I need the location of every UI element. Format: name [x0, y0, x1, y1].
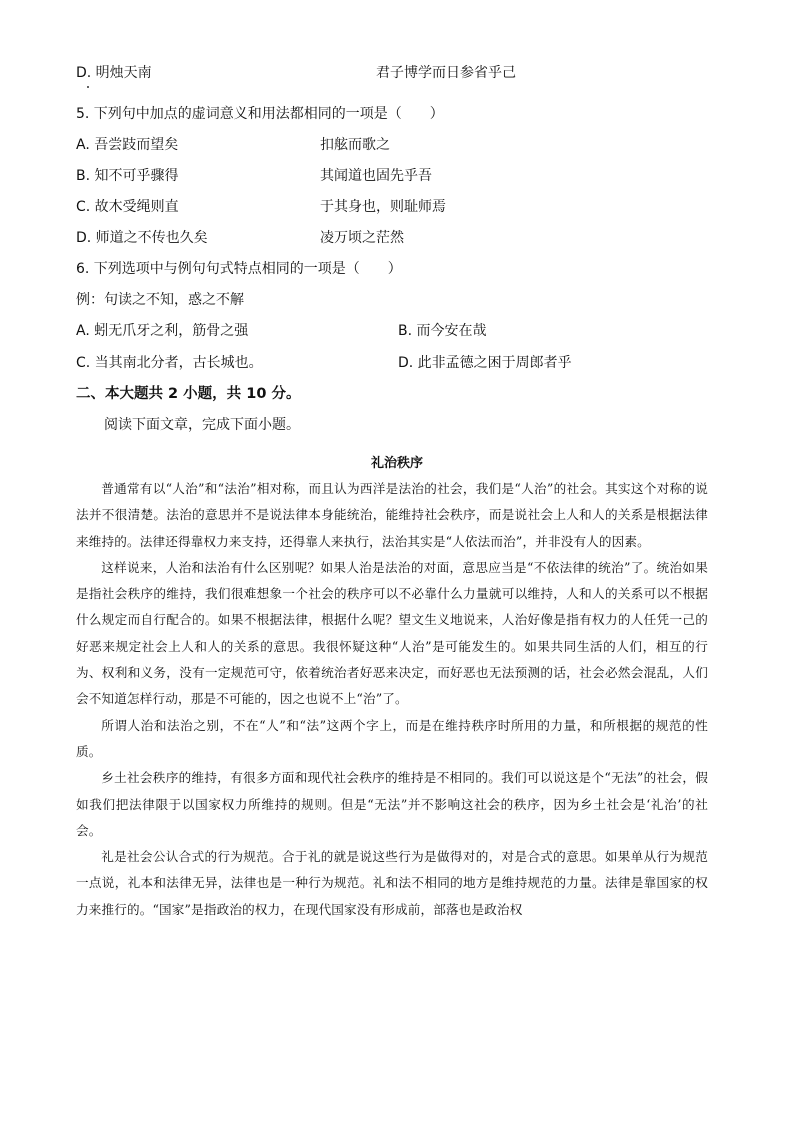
article-paragraph: 这样说来，人治和法治有什么区别呢？如果人治是法治的对面，意思应当是“不依法律的统治”了。统治如果是指社会秩序的维持，我们很难想象一个社会的秩序可以不必靠什么力量就可以维持，人和人的关系可以不根据什么规定而自行配合的。如果不根据法律，根据什么呢？望文生义地说来，人治好像是指有权力的人任凭一己的好恶来规定社会上人和人的关系的意思。我很怀疑这种“人治”是可能发生的。如果共同生活的人们，相互的行为、权利和义务，没有一定规范可守，依着统治者好恶来决定，而好恶也无法预测的话，社会必然会混乱，人们会不知道怎样行动，那是不可能的，因之也说不上“治”了。: [76, 559, 708, 707]
q6-example: 例：句读之不知，惑之不解: [76, 292, 244, 308]
emphasis-dot: [87, 86, 89, 88]
q4-option-d-left: D. 明烛天南: [76, 65, 152, 81]
q6-option-d: D. 此非孟德之困于周郎者乎: [398, 355, 572, 371]
q5-option-d-right: 凌万顷之茫然: [320, 230, 404, 246]
q5-option-a-right: 扣舷而歌之: [320, 137, 390, 153]
section-instruction: 阅读下面文章，完成下面小题。: [104, 417, 300, 433]
article-paragraph: 普通常有以“人治”和“法治”相对称，而且认为西洋是法治的社会，我们是“人治”的社会。其实这个对称的说法并不很清楚。法治的意思并不是说法律本身能统治，能维持社会秩序，而是说社会上人和人的关系是根据法律来维持的。法律还得靠权力来支持，还得靠人来执行，法治其实是“人依法而治”，并非没有人的因素。: [76, 481, 708, 549]
q5-stem: 5. 下列句中加点的虚词意义和用法都相同的一项是（ ）: [76, 106, 444, 122]
q6-option-c: C. 当其南北分者，古长城也。: [76, 355, 263, 371]
q6-stem: 6. 下列选项中与例句句式特点相同的一项是（ ）: [76, 261, 402, 277]
article-paragraph: 礼是社会公认合式的行为规范。合于礼的就是说这些行为是做得对的，对是合式的意思。如果单从行为规范一点说，礼本和法律无异，法律也是一种行为规范。礼和法不相同的地方是维持规范的力量。法律是靠国家的权力来推行的。“国家”是指政治的权力，在现代国家没有形成前，部落也是政治权: [76, 849, 708, 917]
article-body: [76, 476, 708, 923]
q5-option-b-right: 其闻道也固先乎吾: [320, 168, 432, 184]
q5-option-b-left: B. 知不可乎骤得: [76, 168, 179, 184]
q5-option-c-left: C. 故木受绳则直: [76, 199, 179, 215]
q6-option-a: A. 蚓无爪牙之利，筋骨之强: [76, 323, 249, 339]
section-heading: 二、本大题共 2 小题，共 10 分。: [76, 386, 301, 402]
q4-option-d-right: 君子博学而日参省乎己: [376, 65, 516, 81]
article-paragraph: 乡土社会秩序的维持，有很多方面和现代社会秩序的维持是不相同的。我们可以说这是个“无法”的社会，假如我们把法律限于以国家权力所维持的规则。但是“无法”并不影响这社会的秩序，因为乡土社会是‘礼治’的社会。: [76, 770, 708, 838]
q5-option-a-left: A. 吾尝跂而望矣: [76, 137, 179, 153]
q5-option-d-left: D. 师道之不传也久矣: [76, 230, 208, 246]
article-paragraph: 所谓人治和法治之别，不在“人”和“法”这两个字上，而是在维持秩序时所用的力量，和所根据的规范的性质。: [76, 717, 708, 759]
q6-option-b: B. 而今安在哉: [398, 323, 487, 339]
article-title: 礼治秩序: [370, 456, 423, 471]
q5-option-c-right: 于其身也，则耻师焉: [320, 199, 446, 215]
